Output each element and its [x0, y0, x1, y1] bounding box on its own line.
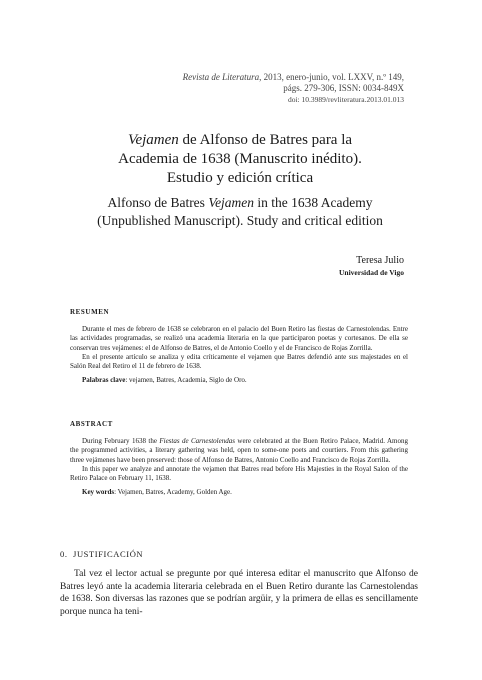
abstract-keywords-label: Key words: [82, 488, 115, 497]
journal-pages: págs. 279-306, ISSN: 0034-849X: [283, 83, 404, 93]
section-heading: [60, 549, 143, 559]
title-spanish-line3: Estudio y edición crítica: [166, 170, 314, 186]
title-spanish-line2: Academia de 1638 (Manuscrito inédito).: [118, 151, 362, 167]
body-paragraph-1: Tal vez el lector actual se pregunte por qué interesa editar el manuscrito que Alfonso de Batres leyó ante la academia literaria celebrada en el Buen Retiro durante las Carnestolendas de 1638. Son diversas las razones que se podrían argüir, y la primera de ellas es sencillamente porque nunca ha teni-: [60, 569, 418, 617]
body-text: [60, 568, 418, 618]
abstract-heading: ABSTRACT: [70, 420, 113, 428]
journal-name: Revista de Literatura: [182, 72, 260, 82]
abstract-p1-post: were celebrated at the Buen Retiro Palace, Madrid. Among the programmed activities, a literary gathering was held, open to some-one poets and courtiers. From this gathering three vejámenes have been preserved: those of Alfonso de Batres, Antonio Coello and Francisco de Rojas Zorrilla.: [70, 437, 408, 464]
section-number: 0.: [60, 549, 68, 559]
journal-issue: , 2013, enero-junio, vol. LXXV, n.º 149,: [259, 72, 404, 82]
title-english-post: in the 1638 Academy: [254, 195, 373, 210]
title-english-line1: [60, 194, 420, 212]
title-english-italic: Vejamen: [208, 195, 255, 210]
abstract-paragraph-2: In this paper we analyze and annotate the vejamen that Batres read before His Majesties in the Royal Salon of the Retiro Palace on February 11, 1638.: [70, 464, 408, 483]
journal-doi: doi: 10.3989/revliteratura.2013.01.013: [287, 95, 404, 104]
resumen-section: [70, 308, 408, 385]
title-spanish-line1: [60, 131, 420, 150]
author-block: [339, 255, 404, 279]
author-name: Teresa Julio: [356, 255, 404, 266]
abstract-section: [70, 420, 408, 497]
abstract-keywords: [70, 488, 408, 497]
resumen-keywords-label: Palabras clave: [82, 376, 126, 385]
abstract-paragraph-1: [70, 437, 408, 465]
journal-citation: [183, 72, 404, 105]
resumen-keywords: [70, 376, 408, 385]
title-english-pre: Alfonso de Batres: [107, 195, 209, 210]
resumen-paragraph-2: En el presente artículo se analiza y edita críticamente el vejamen que Batres defendió ante sus majestades en el Salón Real del Retiro el 11 de febrero de 1638.: [70, 352, 408, 371]
section-title: JUSTIFICACIÓN: [73, 549, 144, 559]
resumen-heading: RESUMEN: [70, 308, 110, 316]
abstract-p1-italic: Fiestas de Carnestolendas: [159, 437, 235, 446]
title-spanish: [60, 131, 420, 188]
title-spanish-italic: Vejamen: [127, 132, 179, 148]
abstract-keywords-list: : Vejamen, Batres, Academy, Golden Age.: [114, 488, 232, 497]
abstract-p1-pre: During February 1638 the: [82, 437, 160, 446]
title-english-line2: (Unpublished Manuscript). Study and critical edition: [97, 213, 383, 228]
resumen-keywords-list: : vejamen, Batres, Academia, Siglo de Oro.: [125, 376, 247, 385]
author-affiliation: Universidad de Vigo: [338, 268, 404, 277]
resumen-paragraph-1: Durante el mes de febrero de 1638 se celebraron en el palacio del Buen Retiro las fiestas de Carnestolendas. Entre las actividades programadas, se realizó una academia literaria en la que participaron poetas y cortesanos. De ella se conservan tres vejámenes: el de Alfonso de Batres, el de Antonio Coello y el de Francisco de Rojas Zorrilla.: [70, 325, 408, 352]
title-english: [60, 194, 420, 230]
journal-citation-line1: [183, 72, 404, 83]
title-spanish-line1-rest: de Alfonso de Batres para la: [178, 132, 353, 148]
